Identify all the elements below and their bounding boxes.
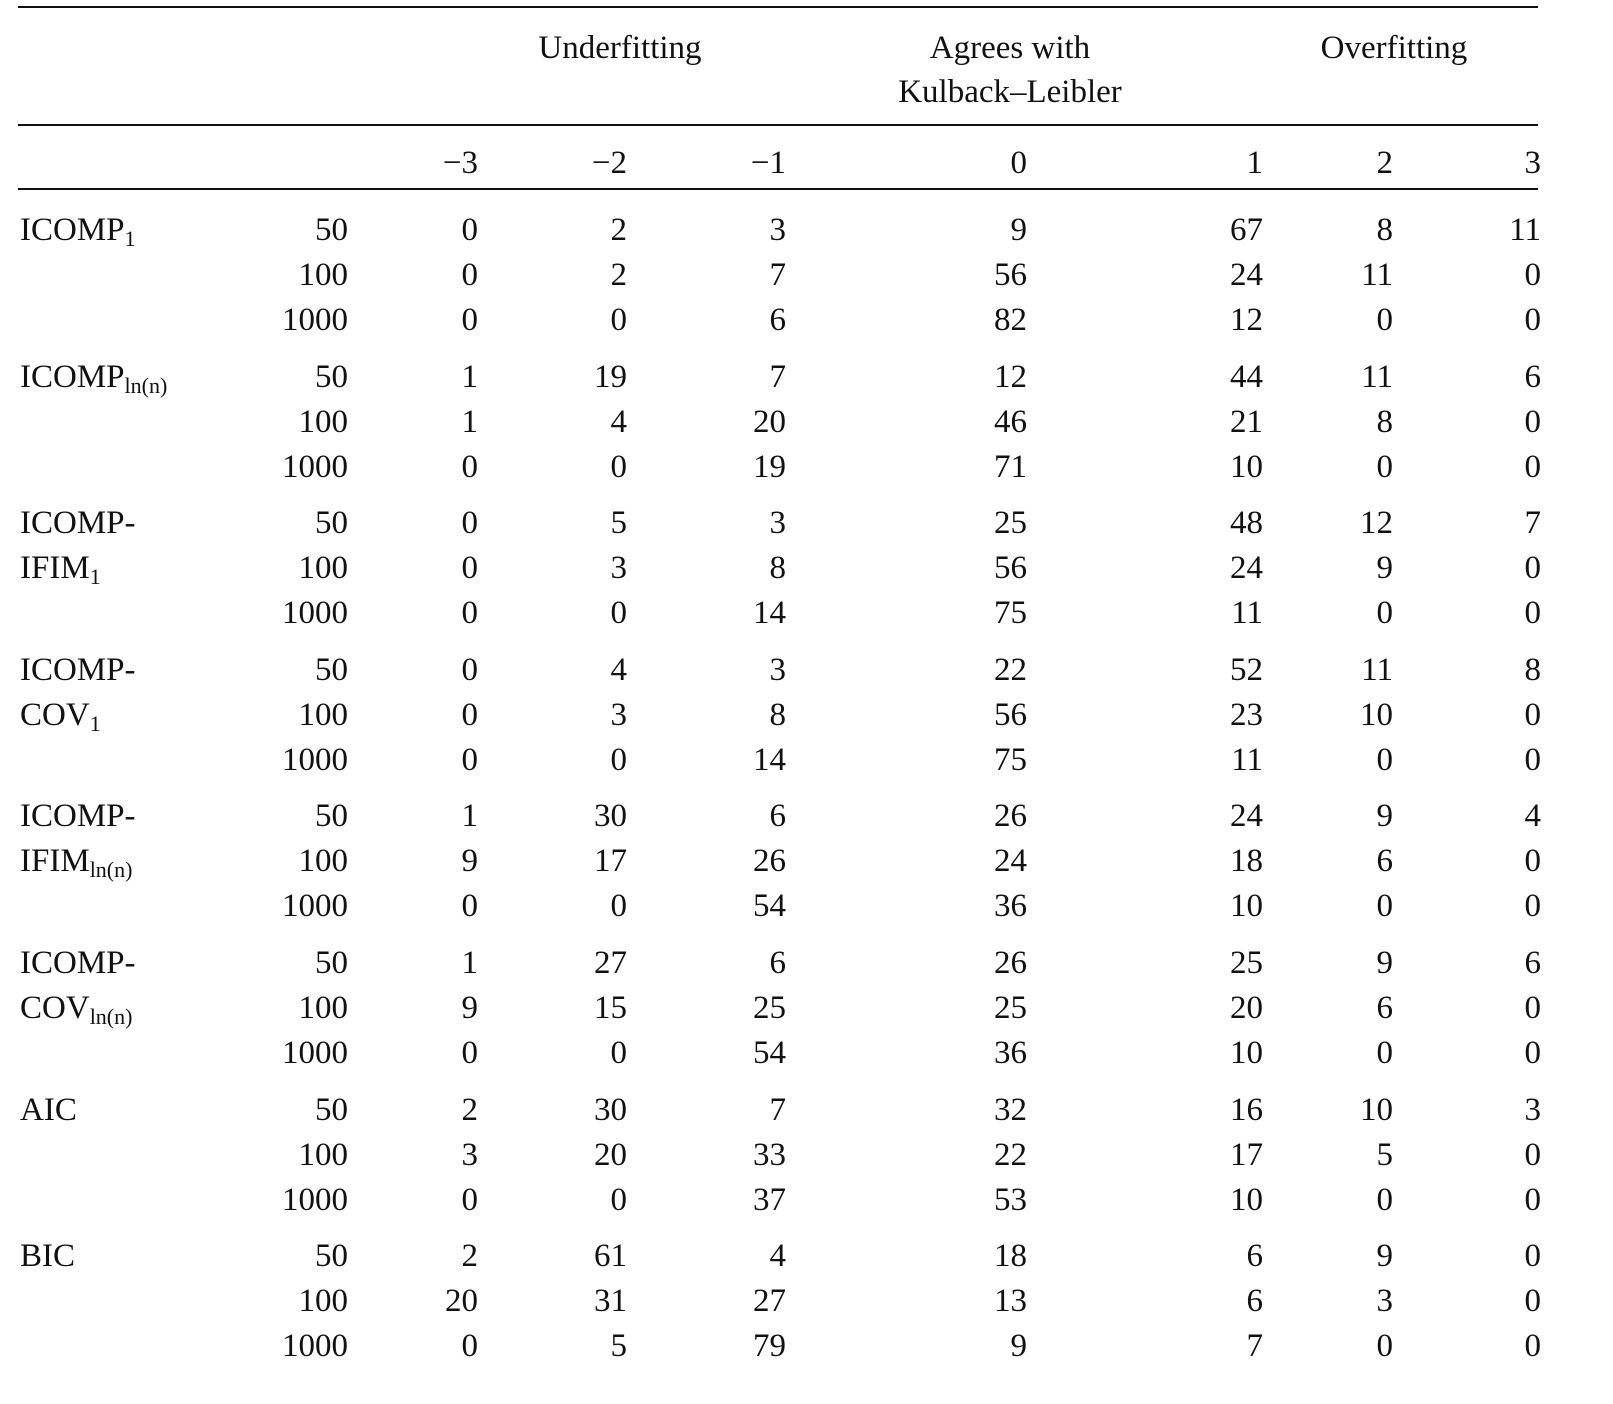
value-cell: 8 (1524, 651, 1541, 688)
value-cell: 0 (1376, 448, 1393, 485)
value-cell: 19 (594, 358, 627, 395)
value-cell: 25 (994, 505, 1027, 542)
sample-size-cell: 1000 (282, 595, 348, 632)
value-cell: 24 (1230, 257, 1263, 293)
value-cell: 3 (769, 651, 786, 688)
value-cell: 25 (753, 990, 786, 1026)
value-cell: 22 (994, 651, 1027, 688)
value-cell: 56 (994, 257, 1027, 293)
value-cell: 24 (1230, 798, 1263, 835)
value-cell: 0 (1524, 1136, 1541, 1173)
value-cell: 4 (610, 651, 627, 688)
value-cell: 6 (769, 945, 786, 981)
criterion-subscript: 1 (89, 710, 101, 736)
value-cell: 3 (610, 550, 627, 587)
criterion-subscript: ln(n) (124, 372, 168, 398)
sample-size-cell: 50 (315, 798, 348, 835)
value-cell: 5 (610, 505, 627, 542)
value-cell: 67 (1230, 212, 1263, 248)
value-cell: 0 (610, 888, 627, 925)
column-header-6: 3 (1524, 145, 1541, 181)
column-header-3: 0 (1010, 145, 1027, 181)
value-cell: 31 (594, 1283, 627, 1320)
value-cell: 0 (1524, 595, 1541, 632)
sample-size-cell: 50 (315, 358, 348, 395)
value-cell: 30 (594, 798, 627, 835)
value-cell: 8 (1376, 403, 1393, 440)
value-cell: 0 (1376, 302, 1393, 338)
sample-size-cell: 1000 (282, 448, 348, 485)
value-cell: 0 (461, 741, 478, 778)
value-cell: 6 (1376, 990, 1393, 1026)
criterion-label-line2: $IFIM_{ln(n)}$ (20, 843, 133, 883)
sample-size-cell: 1000 (282, 1328, 348, 1365)
value-cell: 75 (994, 595, 1027, 632)
value-cell: 19 (753, 448, 786, 485)
sample-size-cell: 50 (315, 1091, 348, 1128)
value-cell: 0 (461, 1328, 478, 1365)
value-cell: 1 (461, 403, 478, 440)
criterion-label: ICOMP- (20, 945, 136, 981)
value-cell: 0 (1524, 550, 1541, 587)
value-cell: 9 (461, 990, 478, 1026)
value-cell: 3 (769, 505, 786, 542)
value-cell: 3 (610, 696, 627, 733)
value-cell: 10 (1230, 1181, 1263, 1218)
value-cell: 56 (994, 696, 1027, 733)
value-cell: 24 (1230, 550, 1263, 587)
column-header-2: −1 (750, 145, 786, 181)
value-cell: 56 (994, 550, 1027, 587)
value-cell: 14 (753, 741, 786, 778)
value-cell: 0 (1524, 1238, 1541, 1275)
value-cell: 33 (753, 1136, 786, 1173)
value-cell: 16 (1230, 1091, 1263, 1128)
sample-size-cell: 1000 (282, 1035, 348, 1071)
value-cell: 0 (1524, 741, 1541, 778)
value-cell: 2 (461, 1091, 478, 1128)
value-cell: 0 (610, 595, 627, 632)
value-cell: 36 (994, 1035, 1027, 1071)
value-cell: 17 (594, 843, 627, 880)
value-cell: 26 (753, 843, 786, 880)
criterion-subscript: ln(n) (89, 1004, 133, 1029)
group-header-overfitting: Overfitting (1320, 30, 1468, 66)
value-cell: 18 (994, 1238, 1027, 1275)
value-cell: 7 (1246, 1328, 1263, 1365)
value-cell: 26 (994, 945, 1027, 981)
sample-size-cell: 1000 (282, 1181, 348, 1218)
value-cell: 11 (1509, 212, 1541, 248)
sample-size-cell: 50 (315, 212, 348, 248)
value-cell: 7 (769, 1091, 786, 1128)
value-cell: 0 (1524, 1328, 1541, 1365)
criterion-label: ICOMP- (20, 798, 136, 835)
value-cell: 10 (1360, 1091, 1393, 1128)
value-cell: 4 (610, 403, 627, 440)
column-header-5: 2 (1376, 145, 1393, 181)
sample-size-cell: 50 (315, 945, 348, 981)
value-cell: 0 (1376, 1328, 1393, 1365)
value-cell: 1 (461, 358, 478, 395)
value-cell: 8 (769, 550, 786, 587)
value-cell: 11 (1361, 358, 1393, 395)
group-header-rule (18, 124, 1538, 126)
column-header-1: −2 (591, 145, 627, 181)
value-cell: 25 (1230, 945, 1263, 981)
value-cell: 27 (753, 1283, 786, 1320)
value-cell: 61 (594, 1238, 627, 1275)
value-cell: 10 (1230, 888, 1263, 925)
value-cell: 20 (594, 1136, 627, 1173)
column-header-4: 1 (1246, 145, 1263, 181)
value-cell: 0 (461, 302, 478, 338)
value-cell: 9 (1010, 1328, 1027, 1365)
value-cell: 21 (1230, 403, 1263, 440)
value-cell: 0 (461, 696, 478, 733)
criterion-label-line2: $COV_{ln(n)}$ (20, 990, 133, 1029)
value-cell: 0 (461, 1035, 478, 1071)
value-cell: 3 (1524, 1091, 1541, 1128)
value-cell: 0 (461, 505, 478, 542)
value-cell: 0 (1376, 888, 1393, 925)
value-cell: 37 (753, 1181, 786, 1218)
value-cell: 0 (1376, 741, 1393, 778)
value-cell: 13 (994, 1283, 1027, 1320)
value-cell: 0 (461, 212, 478, 248)
value-cell: 0 (1524, 302, 1541, 338)
column-header-rule (18, 188, 1538, 190)
value-cell: 5 (1376, 1136, 1393, 1173)
value-cell: 0 (1524, 843, 1541, 880)
value-cell: 0 (610, 448, 627, 485)
sample-size-cell: 100 (298, 1283, 348, 1320)
value-cell: 22 (994, 1136, 1027, 1173)
value-cell: 10 (1230, 1035, 1263, 1071)
value-cell: 12 (1230, 302, 1263, 338)
value-cell: 36 (994, 888, 1027, 925)
criterion-label: AIC (20, 1091, 77, 1128)
value-cell: 7 (769, 358, 786, 395)
value-cell: 0 (1524, 1283, 1541, 1320)
value-cell: 6 (1246, 1283, 1263, 1320)
value-cell: 3 (461, 1136, 478, 1173)
sample-size-cell: 100 (298, 257, 348, 293)
column-header-0: −3 (442, 145, 478, 181)
criterion-label-line2: $COV_1$ (20, 696, 101, 736)
value-cell: 12 (994, 358, 1027, 395)
value-cell: 0 (1376, 595, 1393, 632)
value-cell: 24 (994, 843, 1027, 880)
value-cell: 3 (769, 212, 786, 248)
value-cell: 7 (769, 257, 786, 293)
value-cell: 15 (594, 990, 627, 1026)
value-cell: 32 (994, 1091, 1027, 1128)
group-header-agrees-line1: Agrees with (929, 30, 1091, 66)
value-cell: 17 (1230, 1136, 1263, 1173)
top-rule (18, 6, 1538, 8)
value-cell: 6 (1246, 1238, 1263, 1275)
value-cell: 4 (1524, 798, 1541, 835)
value-cell: 11 (1361, 651, 1393, 688)
value-cell: 0 (461, 257, 478, 293)
value-cell: 7 (1524, 505, 1541, 542)
sample-size-cell: 100 (298, 550, 348, 587)
value-cell: 8 (1376, 212, 1393, 248)
value-cell: 0 (461, 1181, 478, 1218)
value-cell: 0 (461, 888, 478, 925)
value-cell: 14 (753, 595, 786, 632)
value-cell: 26 (994, 798, 1027, 835)
sample-size-cell: 1000 (282, 741, 348, 778)
value-cell: 0 (1524, 1035, 1541, 1071)
value-cell: 0 (610, 302, 627, 338)
value-cell: 0 (1524, 448, 1541, 485)
value-cell: 0 (610, 1181, 627, 1218)
sample-size-cell: 100 (298, 1136, 348, 1173)
value-cell: 0 (610, 1035, 627, 1071)
value-cell: 2 (610, 212, 627, 248)
value-cell: 6 (769, 798, 786, 835)
value-cell: 6 (1376, 843, 1393, 880)
value-cell: 0 (1376, 1035, 1393, 1071)
value-cell: 0 (1524, 696, 1541, 733)
value-cell: 9 (461, 843, 478, 880)
criterion-subscript: 1 (124, 226, 136, 251)
criterion-label: ICOMP- (20, 651, 136, 688)
value-cell: 71 (994, 448, 1027, 485)
value-cell: 48 (1230, 505, 1263, 542)
value-cell: 1 (461, 945, 478, 981)
value-cell: 9 (1376, 1238, 1393, 1275)
value-cell: 8 (769, 696, 786, 733)
value-cell: 0 (1524, 888, 1541, 925)
value-cell: 12 (1360, 505, 1393, 542)
value-cell: 9 (1376, 798, 1393, 835)
sample-size-cell: 100 (298, 696, 348, 733)
value-cell: 11 (1231, 741, 1263, 778)
value-cell: 0 (461, 595, 478, 632)
value-cell: 5 (610, 1328, 627, 1365)
value-cell: 75 (994, 741, 1027, 778)
value-cell: 0 (1524, 257, 1541, 293)
value-cell: 10 (1360, 696, 1393, 733)
sample-size-cell: 1000 (282, 302, 348, 338)
criterion-subscript: ln(n) (89, 857, 133, 883)
value-cell: 23 (1230, 696, 1263, 733)
sample-size-cell: 50 (315, 505, 348, 542)
sample-size-cell: 50 (315, 1238, 348, 1275)
value-cell: 44 (1230, 358, 1263, 395)
value-cell: 0 (1376, 1181, 1393, 1218)
value-cell: 3 (1376, 1283, 1393, 1320)
value-cell: 46 (994, 403, 1027, 440)
value-cell: 9 (1376, 945, 1393, 981)
criterion-label-line2: $IFIM_1$ (20, 550, 101, 590)
value-cell: 6 (769, 302, 786, 338)
value-cell: 82 (994, 302, 1027, 338)
value-cell: 0 (461, 651, 478, 688)
group-header-underfitting: Underfitting (538, 30, 702, 66)
sample-size-cell: 100 (298, 403, 348, 440)
value-cell: 27 (594, 945, 627, 981)
value-cell: 9 (1010, 212, 1027, 248)
value-cell: 53 (994, 1181, 1027, 1218)
value-cell: 11 (1231, 595, 1263, 632)
value-cell: 6 (1524, 945, 1541, 981)
value-cell: 2 (610, 257, 627, 293)
value-cell: 6 (1524, 358, 1541, 395)
sample-size-cell: 100 (298, 843, 348, 880)
value-cell: 20 (1230, 990, 1263, 1026)
value-cell: 11 (1361, 257, 1393, 293)
criterion-subscript: 1 (89, 564, 101, 590)
value-cell: 0 (461, 550, 478, 587)
value-cell: 54 (753, 1035, 786, 1071)
sample-size-cell: 50 (315, 651, 348, 688)
value-cell: 10 (1230, 448, 1263, 485)
group-header-agrees-line2: Kulback–Leibler (898, 74, 1122, 110)
value-cell: 18 (1230, 843, 1263, 880)
criterion-label: $ICOMP_1$ (20, 212, 136, 251)
value-cell: 1 (461, 798, 478, 835)
value-cell: 54 (753, 888, 786, 925)
value-cell: 30 (594, 1091, 627, 1128)
value-cell: 0 (1524, 403, 1541, 440)
value-cell: 20 (753, 403, 786, 440)
value-cell: 0 (610, 741, 627, 778)
value-cell: 20 (445, 1283, 478, 1320)
value-cell: 2 (461, 1238, 478, 1275)
value-cell: 52 (1230, 651, 1263, 688)
criterion-label: BIC (20, 1238, 76, 1275)
value-cell: 79 (753, 1328, 786, 1365)
sample-size-cell: 100 (298, 990, 348, 1026)
value-cell: 0 (1524, 990, 1541, 1026)
value-cell: 9 (1376, 550, 1393, 587)
value-cell: 25 (994, 990, 1027, 1026)
value-cell: 4 (769, 1238, 786, 1275)
sample-size-cell: 1000 (282, 888, 348, 925)
value-cell: 0 (461, 448, 478, 485)
value-cell: 0 (1524, 1181, 1541, 1218)
criterion-label: $ICOMP_{ln(n)}$ (20, 358, 168, 398)
criterion-label: ICOMP- (20, 505, 136, 542)
